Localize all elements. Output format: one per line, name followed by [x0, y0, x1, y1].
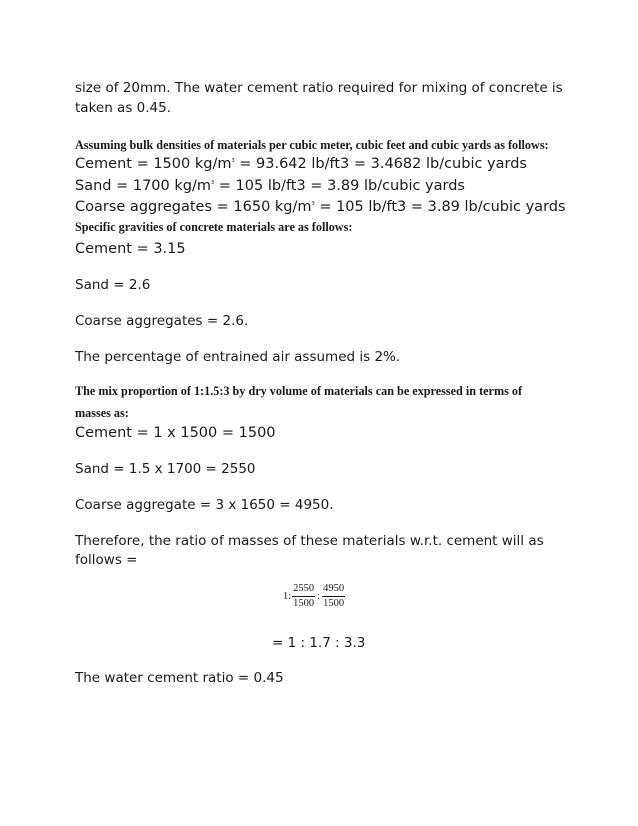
- specific-gravity-heading: Specific gravities of concrete materials are as follows:: [75, 220, 353, 234]
- bulk-density-heading: Assuming bulk densities of materials per cubic meter, cubic feet and cubic yards as follows:: [75, 138, 549, 152]
- mix-sand: Sand = 1.5 x 1700 = 2550: [75, 461, 256, 477]
- mix-heading-2: masses as:: [75, 406, 129, 420]
- superscript-3: 3: [231, 158, 235, 165]
- fraction-coarse: [322, 583, 345, 610]
- bulk-cement-text: Cement = 1500 kg/m: [75, 156, 232, 172]
- bulk-sand-text: Sand = 1700 kg/m: [75, 178, 211, 194]
- bulk-cement-values: = 93.642 lb/ft3 = 3.4682 lb/cubic yards: [234, 156, 527, 172]
- bulk-sand-line: [75, 177, 465, 196]
- fraction-coarse-denominator: 1500: [323, 598, 345, 609]
- intro-line-1: size of 20mm. The water cement ratio required for mixing of concrete is: [75, 80, 563, 96]
- sg-coarse: Coarse aggregates = 2.6.: [75, 313, 249, 329]
- superscript-3: 3: [210, 180, 215, 187]
- water-cement-ratio: The water cement ratio = 0.45: [75, 670, 284, 686]
- bulk-cement-line: [75, 155, 527, 174]
- ratio-line-2: follows =: [75, 552, 138, 568]
- mix-cement: Cement = 1 x 1500 = 1500: [75, 425, 276, 441]
- fraction-coarse-numerator: 4950: [322, 583, 345, 597]
- frac-one: 1:: [283, 591, 292, 602]
- bulk-coarse-line: [75, 198, 566, 217]
- ratio-result: = 1 : 1.7 : 3.3: [272, 635, 366, 651]
- sg-sand: Sand = 2.6: [75, 277, 151, 293]
- mix-coarse: Coarse aggregate = 3 x 1650 = 4950.: [75, 497, 334, 513]
- fraction-sand-denominator: 1500: [293, 598, 315, 609]
- fraction-sand: [292, 583, 315, 610]
- frac-colon: :: [317, 591, 321, 602]
- bulk-coarse-values: = 105 lb/ft3 = 3.89 lb/cubic yards: [314, 199, 566, 215]
- intro-line-2: taken as 0.45.: [75, 100, 172, 116]
- sg-cement: Cement = 3.15: [75, 241, 186, 257]
- fraction-sand-numerator: 2550: [292, 583, 315, 597]
- mix-heading-1: The mix proportion of 1:1.5:3 by dry volume of materials can be expressed in terms of: [75, 384, 523, 398]
- ratio-line-1: Therefore, the ratio of masses of these materials w.r.t. cement will as: [75, 533, 544, 549]
- bulk-sand-values: = 105 lb/ft3 = 3.89 lb/cubic yards: [214, 178, 465, 194]
- bulk-coarse-text: Coarse aggregates = 1650 kg/m: [75, 199, 312, 215]
- entrained-air: The percentage of entrained air assumed is 2%.: [75, 349, 401, 365]
- mass-ratio-fraction: [283, 583, 345, 610]
- superscript-3: 3: [311, 201, 315, 208]
